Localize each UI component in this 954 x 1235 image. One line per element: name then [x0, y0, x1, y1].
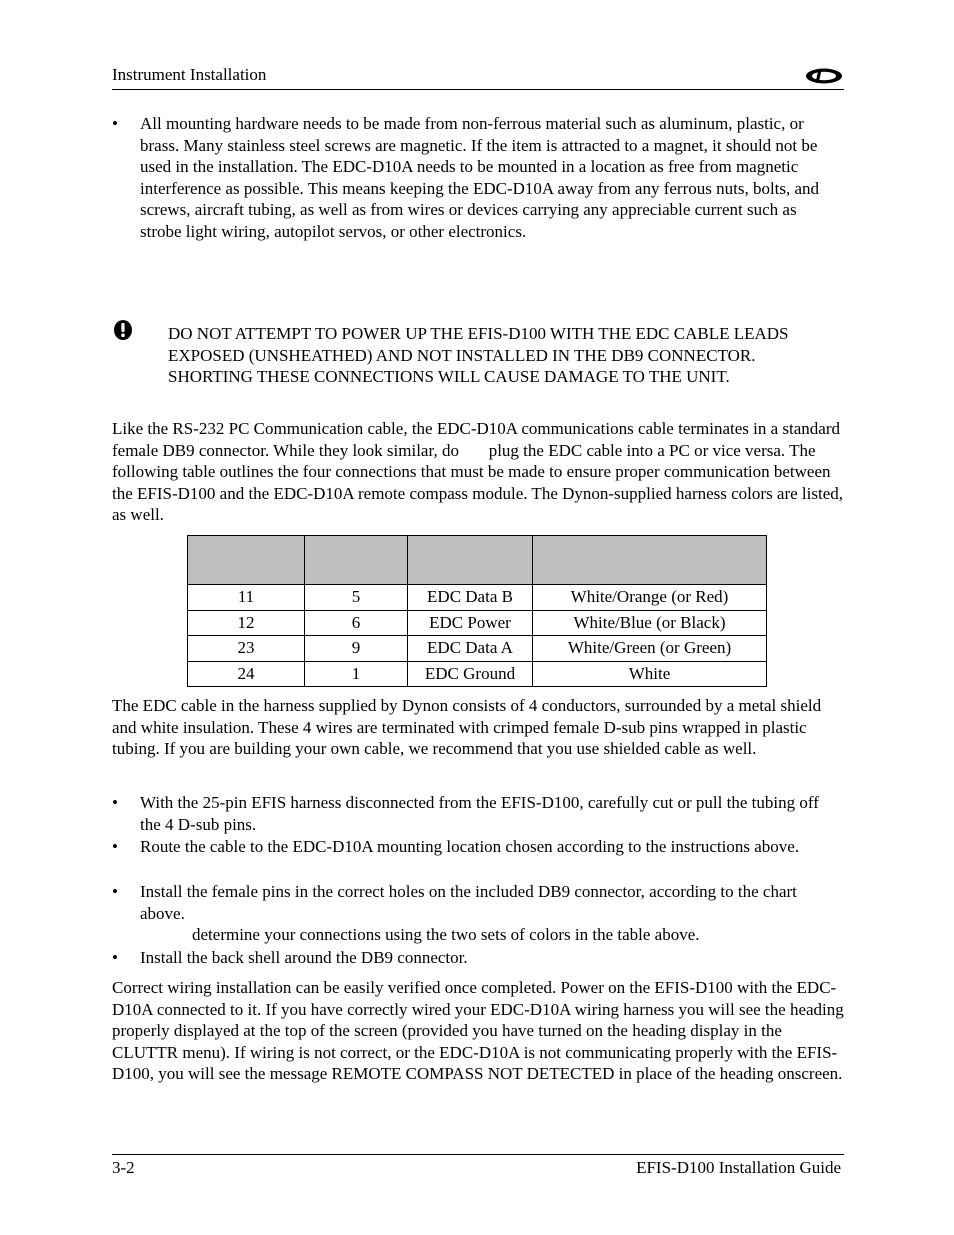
table-cell: EDC Data A — [408, 636, 533, 662]
table-cell: White — [533, 661, 767, 687]
header-section-title: Instrument Installation — [112, 65, 267, 84]
header-rule — [112, 89, 844, 90]
table-cell: 6 — [305, 610, 408, 636]
table-cell: 23 — [188, 636, 305, 662]
table-cell: 5 — [305, 585, 408, 611]
step-text: Install the female pins in the correct holes on the included DB9 connector, according to the chart above. — [140, 882, 797, 923]
table-header-cell — [533, 536, 767, 585]
table-header-cell — [408, 536, 533, 585]
table-cell: EDC Ground — [408, 661, 533, 687]
connection-table — [187, 535, 767, 687]
table-cell: White/Green (or Green) — [533, 636, 767, 662]
bullet-icon: • — [112, 837, 118, 856]
step-text: Install the back shell around the DB9 connector. — [140, 948, 468, 967]
bullet-icon: • — [112, 793, 118, 812]
verify-paragraph: Correct wiring installation can be easily verified once completed. Power on the EFIS-D100 with the EDC-D10A connected to it. If you have correctly wired your EDC-D10A wiring harness you will see the heading properly displayed at the top of the screen (provided you have turned on the heading display in the CLUTTR menu). If wiring is not correct, or the EDC-D10A is not communicating properly with the EFIS-D100, you will see the message REMOTE COMPASS NOT DETECTED in place of the heading onscreen. — [112, 978, 844, 1084]
warning-text: DO NOT ATTEMPT TO POWER UP THE EFIS-D100 WITH THE EDC CABLE LEADS EXPOSED (UNSHEATHED) AND NOT INSTALLED IN THE DB9 CONNECTOR. SHORTING THESE CONNECTIONS WILL CAUSE DAMAGE TO THE UNIT. — [168, 324, 789, 387]
footer-guide-title: EFIS-D100 Installation Guide — [636, 1158, 841, 1177]
bullet-icon: • — [112, 114, 118, 133]
table-cell: EDC Power — [408, 610, 533, 636]
footer-rule — [112, 1154, 844, 1155]
mounting-bullet-text: All mounting hardware needs to be made from non-ferrous material such as aluminum, plastic, or brass. Many stainless steel screws are magnetic. If the item is attracted to a magnet, it should not be used in the installation. The EDC-D10A needs to be mounted in a location as free from magnetic interference as possible. This means keeping the EDC-D10A away from any ferrous nuts, bolts, and screws, aircraft tubing, as well as from wires or devices carrying any appreciable current such as strobe light wiring, autopilot servos, or other electronics. — [140, 114, 820, 241]
table-row — [188, 585, 767, 611]
cable-paragraph: The EDC cable in the harness supplied by Dynon consists of 4 conductors, surrounded by a metal shield and white insulation. These 4 wires are terminated with crimped female D-sub pins wrapped in plastic tubing. If you are building your own cable, we recommend that you use shielded cable as well. — [112, 696, 822, 759]
step-note: determine your connections using the two sets of colors in the table above. — [192, 925, 700, 944]
table-cell: White/Blue (or Black) — [533, 610, 767, 636]
exclamation-warning-icon — [112, 319, 134, 341]
footer-page-number: 3-2 — [112, 1158, 135, 1177]
table-cell: 9 — [305, 636, 408, 662]
step-text: Route the cable to the EDC-D10A mounting location chosen according to the instructions above. — [140, 837, 800, 856]
table-cell: 11 — [188, 585, 305, 611]
table-header-cell — [188, 536, 305, 585]
intro-paragraph: Like the RS-232 PC Communication cable, the EDC-D10A communications cable terminates in a standard female DB9 connector. While they look similar, do plug the EDC cable into a PC or vice versa. The following table outlines the four connections that must be made to ensure proper communication between the EFIS-D100 and the EDC-D10A remote compass module. The Dynon-supplied harness colors are listed, as well. — [112, 419, 844, 525]
table-cell: White/Orange (or Red) — [533, 585, 767, 611]
table-cell: EDC Data B — [408, 585, 533, 611]
table-cell: 12 — [188, 610, 305, 636]
table-cell: 24 — [188, 661, 305, 687]
step-text: With the 25-pin EFIS harness disconnected from the EFIS-D100, carefully cut or pull the tubing off the 4 D-sub pins. — [140, 793, 819, 834]
table-row — [188, 636, 767, 662]
table-row — [188, 610, 767, 636]
dynon-logo-icon — [804, 66, 844, 86]
bullet-icon: • — [112, 882, 118, 901]
table-header-row — [188, 536, 767, 585]
table-header-cell — [305, 536, 408, 585]
table-row — [188, 661, 767, 687]
table-cell: 1 — [305, 661, 408, 687]
bullet-icon: • — [112, 948, 118, 967]
